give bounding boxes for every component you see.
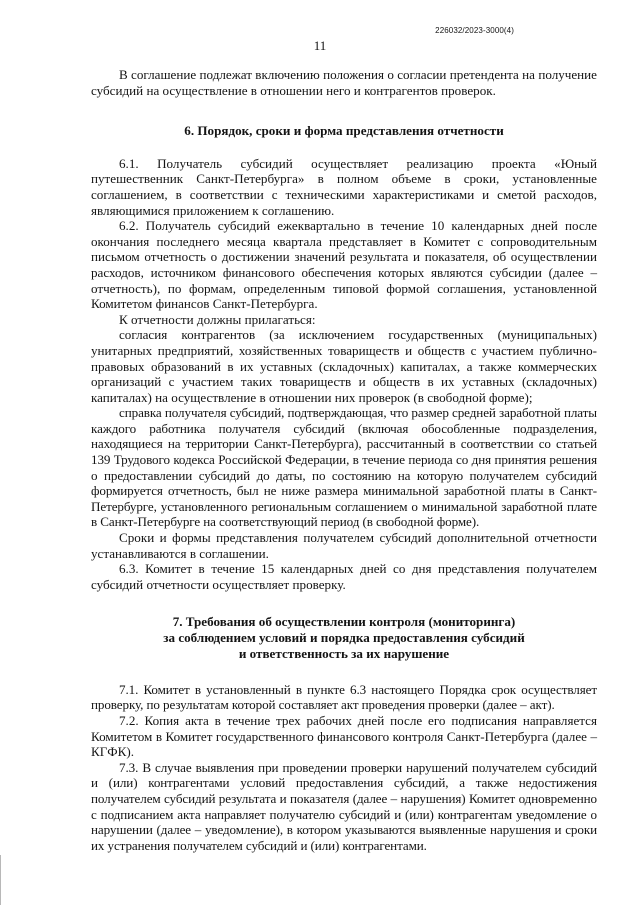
page-number: 11 [313, 38, 327, 53]
paragraph-6-3: 6.3. Комитет в течение 15 календарных дней со дня представления получателем субсидий отчетности осуществляет проверку. [91, 561, 597, 592]
document-body [91, 67, 597, 853]
section-heading-7-line-1: 7. Требования об осуществлении контроля (мониторинга) [172, 614, 516, 630]
document-number: 226032/2023-3000(4) [435, 26, 514, 35]
paragraph-attachments: К отчетности должны прилагаться: [119, 311, 316, 327]
section-heading-7 [91, 614, 597, 661]
paragraph-6-1: 6.1. Получатель субсидий осуществляет реализацию проекта «Юный путешественник Санкт-Петербурга» в полном объеме в сроки, установленные соглашением, в соответствии с техническими характеристиками и сметой расходов, являющимися приложением к соглашению. [91, 155, 597, 218]
paragraph-terms: Сроки и формы представления получателем субсидий дополнительной отчетности устанавливаются в соглашении. [91, 530, 597, 561]
paragraph-6-2: 6.2. Получатель субсидий ежеквартально в течение 10 календарных дней после окончания последнего месяца квартала представляет в Комитет с сопроводительным письмом отчетность о достижении значений результата и показателя, об осуществлении расходов, источником финансового обеспечения которых являются субсидии (далее – отчетность), по формам, определенным типовой формой соглашения, установленной Комитетом финансов Санкт-Петербурга. [91, 218, 597, 312]
section-heading-6: 6. Порядок, сроки и форма представления отчетности [184, 123, 504, 139]
paragraph-consent: согласия контрагентов (за исключением государственных (муниципальных) унитарных предприятий, хозяйственных товариществ и обществ с участием публично-правовых образований в их уставных (складочных) капиталах, а также коммерческих организаций с участием таких товариществ и обществ в их уставных (складочных) капиталах) на осуществление в отношении них проверок (в свободной форме); [91, 327, 597, 405]
section-heading-7-line-2: за соблюдением условий и порядка предоставления субсидий [163, 630, 525, 646]
scan-edge-line [0, 855, 1, 905]
section-heading-7-line-3: и ответственность за их нарушение [238, 646, 450, 661]
paragraph-7-1: 7.1. Комитет в установленный в пункте 6.3 настоящего Порядка срок осуществляет проверку, по результатам которой составляет акт проведения проверки (далее – акт). [91, 681, 597, 713]
paragraph-intro: В соглашение подлежат включению положения о согласии претендента на получение субсидий на осуществление в отношении него и контрагентов проверок. [91, 67, 597, 98]
paragraph-certificate: справка получателя субсидий, подтверждающая, что размер средней заработной платы каждого работника получателя субсидий (включая обособленные подразделения, находящиеся на территории Санкт-Петербурга), рассчитанный в соответствии со статьей 139 Трудового кодекса Российской Федерации, в течение периода со дня принятия решения о предоставлении субсидий до даты, по состоянию на которую получателем субсидий формируется отчетность, был не ниже размера минимальной заработной платы в Санкт-Петербурге, установленного региональным соглашением о минимальной заработной плате в Санкт-Петербурге на соответствующий период (в свободной форме). [91, 405, 597, 530]
paragraph-7-3: 7.3. В случае выявления при проведении проверки нарушений получателем субсидий и (или) контрагентами условий предоставления субсидий, а также недостижения получателем субсидий результата и показателя (далее – нарушения) Комитет одновременно с подписанием акта направляет получателю субсидий и (или) контрагентам уведомление о нарушении (далее – уведомление), в котором указываются выявленные нарушения и сроки их устранения получателем субсидий и (или) контрагентами. [91, 759, 597, 853]
paragraph-7-2: 7.2. Копия акта в течение трех рабочих дней после его подписания направляется Комитетом в Комитет государственного финансового контроля Санкт-Петербурга (далее – КГФК). [91, 712, 597, 760]
